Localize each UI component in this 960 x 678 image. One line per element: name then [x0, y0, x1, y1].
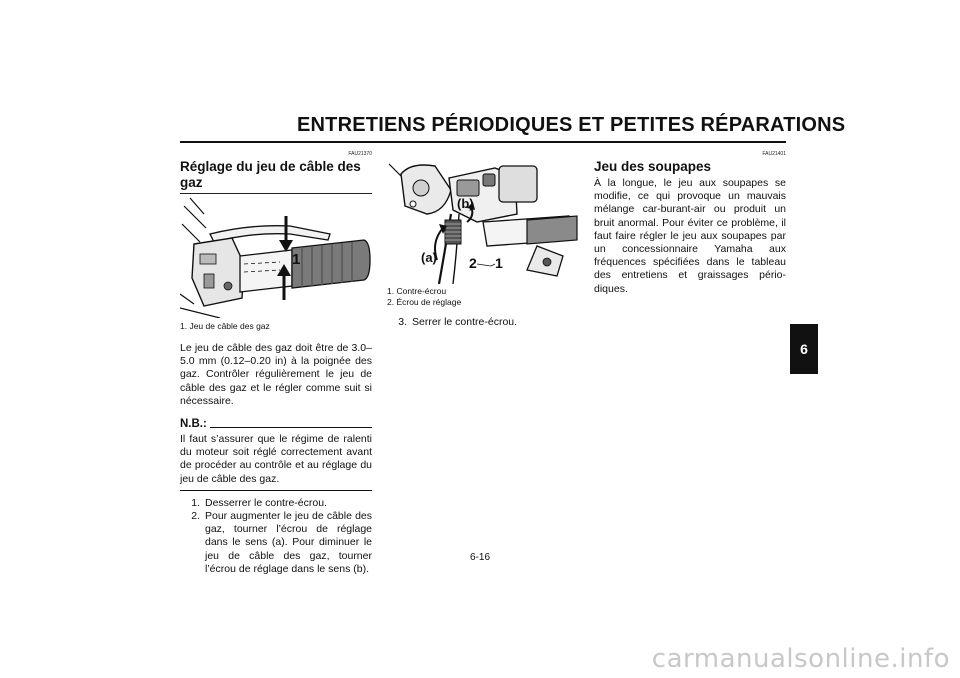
nb-label: N.B.:: [180, 418, 207, 431]
section-body: À la longue, le jeu aux soupapes se modifie, ce qui provoque un mauvais mélange car-burant-air ou produit un bruit anormal. Pour éviter ce problème, il faut faire régler le jeu aux soupapes par un concessionnaire Yamaha aux fréquences spécifiées dans le tableau des entretiens et graissages pério-diques.: [594, 177, 786, 295]
section-code: FAU21401: [762, 151, 786, 157]
figure-caption-1: 1. Contre-écrou: [387, 286, 447, 296]
nb-end-rule: [180, 490, 372, 491]
figure-callout-b: (b): [457, 196, 474, 211]
column-2: [387, 158, 579, 329]
figure-callout-1: 1: [292, 251, 301, 268]
section-heading: Jeu des soupapes: [594, 159, 712, 174]
column-3: [594, 150, 786, 296]
figure-callout-a: (a): [421, 250, 437, 265]
list-item: 3. Serrer le contre-écrou.: [398, 316, 518, 328]
steps-list: [387, 316, 579, 329]
list-item: 2. Pour augmenter le jeu de câble des gaz, tourner l’écrou de réglage dans le sens (a). Pour diminuer le jeu de câble des gaz, tourner l’écrou de réglage dans le sens (b).: [191, 510, 372, 575]
figure-callout-1: 1: [495, 255, 503, 271]
nb-header: [180, 418, 372, 431]
figure-caption: 1. Jeu de câble des gaz: [180, 321, 270, 331]
throttle-grip-figure: [180, 193, 372, 318]
nb-text: Il faut s’assurer que le régime de ralenti du moteur soit réglé correctement avant de procéder au contrôle et au réglage du jeu de câble des gaz.: [180, 433, 372, 485]
page-title: ENTRETIENS PÉRIODIQUES ET PETITES RÉPARATIONS: [297, 114, 846, 136]
page-number: 6-16: [469, 552, 490, 563]
chapter-tab: 6: [790, 324, 818, 374]
title-rule: [180, 141, 786, 143]
figure-caption-2: 2. Écrou de réglage: [387, 297, 462, 307]
list-item: 1. Desserrer le contre-écrou.: [191, 496, 327, 509]
nb-rule: [210, 427, 372, 428]
section-code: FAU21370: [348, 151, 372, 157]
section-body: Le jeu de câble des gaz doit être de 3.0–5.0 mm (0.12–0.20 in) à la poignée des gaz. Contrôler régulièrement le jeu de câble des gaz et le régler comme suit si nécessaire.: [180, 342, 372, 407]
throttle-grip-illustration: [180, 194, 372, 318]
steps-list: [180, 497, 372, 576]
column-1: [180, 150, 372, 576]
figure-callout-2: 2: [469, 255, 477, 271]
adjuster-figure: [387, 160, 579, 284]
adjuster-illustration: [387, 160, 579, 284]
watermark: carmanualsonline.info: [651, 644, 950, 674]
section-heading: Réglage du jeu de câble des gaz: [180, 159, 361, 190]
